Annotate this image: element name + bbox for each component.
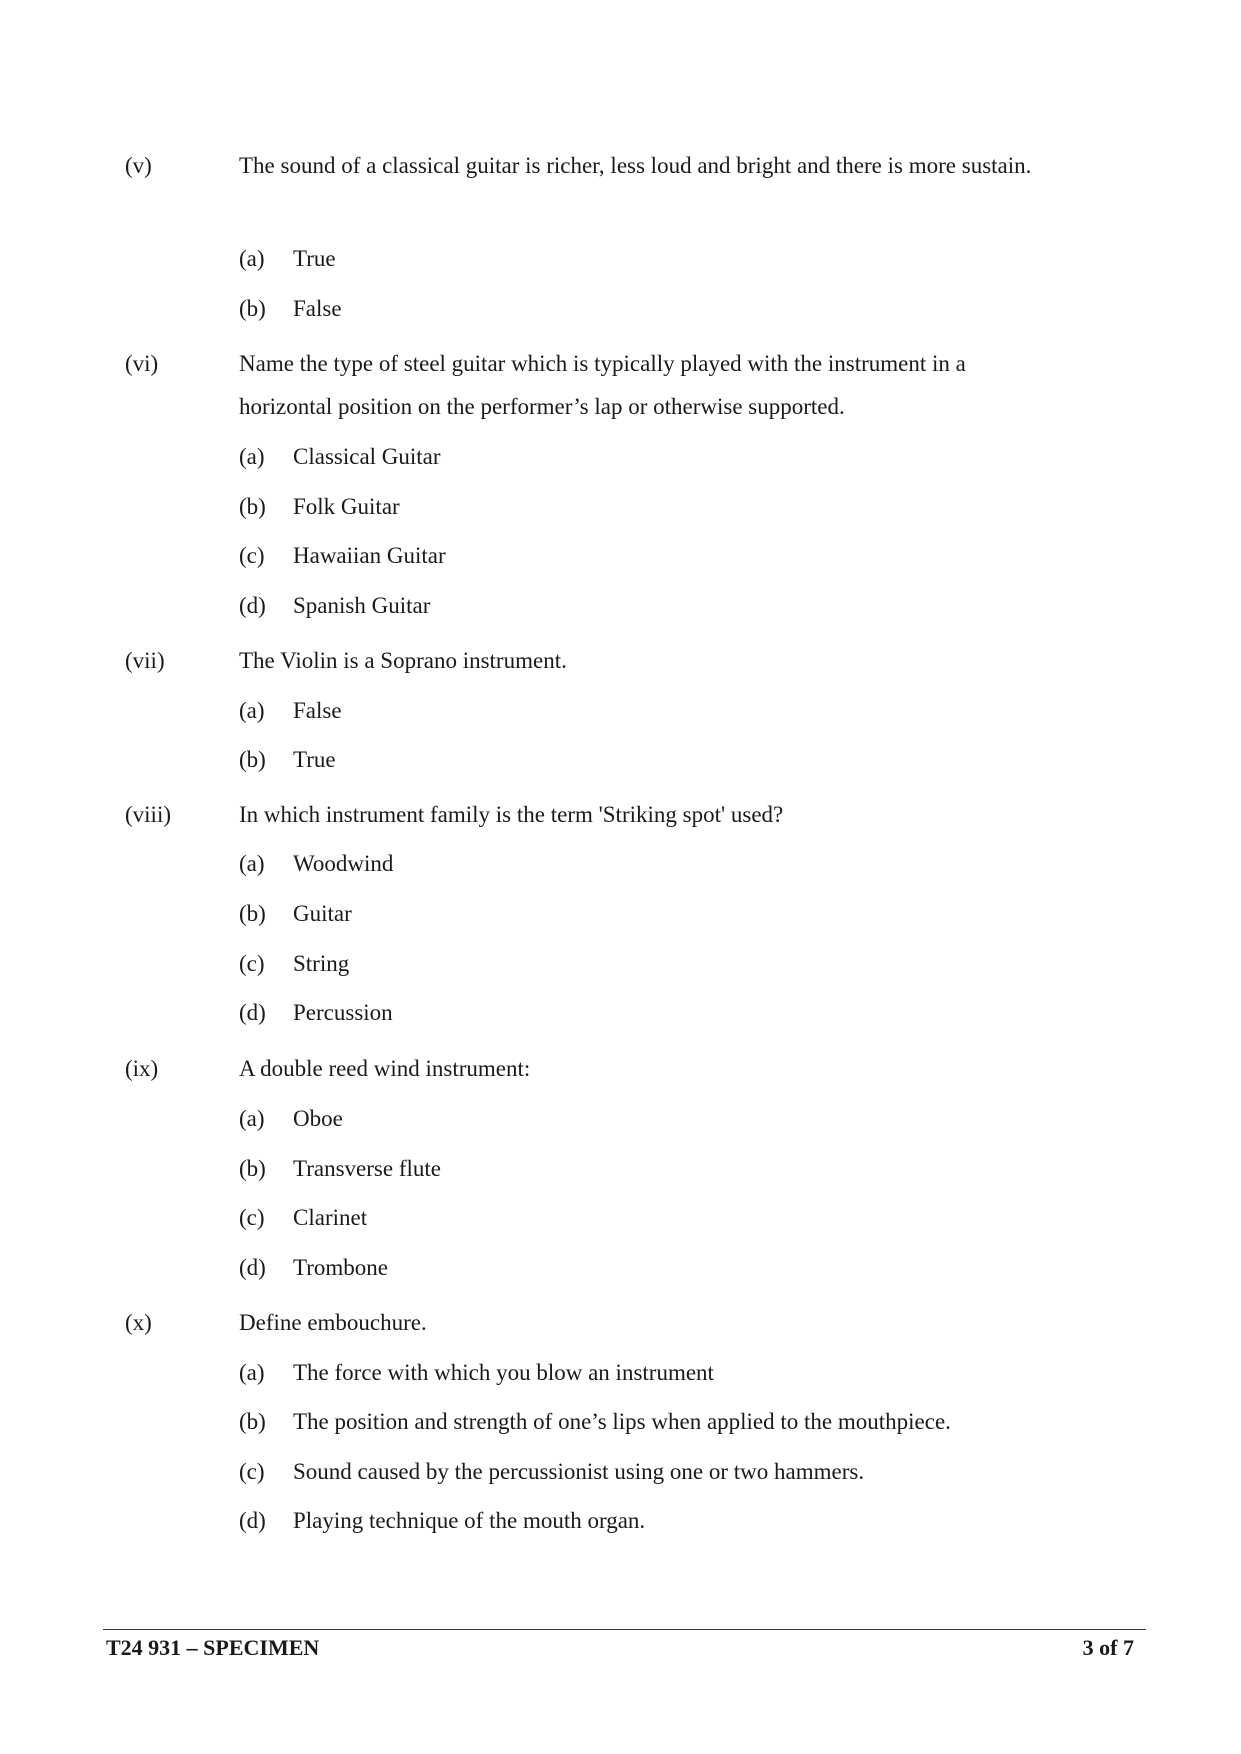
option-text: Clarinet — [293, 1205, 368, 1230]
option-text: Guitar — [293, 901, 352, 926]
option-label: (d) — [239, 1255, 266, 1280]
option-label: (d) — [239, 1508, 266, 1533]
question-number: (vi) — [125, 351, 159, 376]
option — [239, 1457, 864, 1487]
option — [239, 1154, 441, 1184]
option-text: Classical Guitar — [293, 444, 441, 469]
option-label: (a) — [239, 246, 265, 271]
question-text: In which instrument family is the term 'Striking spot' used? — [239, 802, 784, 827]
question-number: (ix) — [125, 1056, 159, 1081]
option-text: The force with which you blow an instrument — [293, 1360, 714, 1385]
question-text: The Violin is a Soprano instrument. — [239, 648, 567, 673]
option-label: (a) — [239, 851, 265, 876]
question-number: (viii) — [125, 802, 171, 827]
option-text: Folk Guitar — [293, 494, 400, 519]
option-text: False — [293, 296, 342, 321]
option-text: Oboe — [293, 1106, 343, 1131]
option-text: Spanish Guitar — [293, 593, 431, 618]
option-text: Woodwind — [293, 851, 394, 876]
option — [239, 244, 336, 274]
option-label: (a) — [239, 444, 265, 469]
option-label: (c) — [239, 1459, 265, 1484]
option — [239, 949, 349, 979]
option — [239, 1104, 343, 1134]
option — [239, 1203, 367, 1233]
option — [239, 899, 352, 929]
option-text: Hawaiian Guitar — [293, 543, 446, 568]
option — [239, 294, 342, 324]
option — [239, 1358, 714, 1388]
option-label: (b) — [239, 1409, 266, 1434]
option-label: (a) — [239, 1360, 265, 1385]
option-label: (d) — [239, 1000, 266, 1025]
option-text: The position and strength of one’s lips when applied to the mouthpiece. — [293, 1409, 951, 1434]
question-number: (x) — [125, 1310, 152, 1335]
question-number: (vii) — [125, 648, 165, 673]
option — [239, 492, 400, 522]
option-label: (d) — [239, 593, 266, 618]
option — [239, 998, 393, 1028]
option — [239, 849, 393, 879]
option-label: (b) — [239, 494, 266, 519]
option-text: Transverse flute — [293, 1156, 441, 1181]
option — [239, 1506, 645, 1536]
option-text: Percussion — [293, 1000, 393, 1025]
option — [239, 745, 336, 775]
question-text: Name the type of steel guitar which is typically played with the instrument in a horizontal position on the performer’s lap or otherwise supported. — [239, 351, 966, 419]
option — [239, 1253, 388, 1283]
question-text: Define embouchure. — [239, 1310, 427, 1335]
paper-code: T24 931 – SPECIMEN — [106, 1635, 320, 1660]
question-text: The sound of a classical guitar is richer, less loud and bright and there is more sustain. — [239, 153, 1032, 178]
footer-divider — [103, 1629, 1146, 1630]
question-number: (v) — [125, 153, 152, 178]
option-label: (a) — [239, 698, 265, 723]
option — [239, 541, 446, 571]
option-label: (b) — [239, 1156, 266, 1181]
option — [239, 696, 342, 726]
option-label: (b) — [239, 296, 266, 321]
option-text: True — [293, 747, 336, 772]
option — [239, 591, 430, 621]
option — [239, 1407, 951, 1437]
option-text: String — [293, 951, 350, 976]
option-text: True — [293, 246, 336, 271]
option-text: False — [293, 698, 342, 723]
option-text: Playing technique of the mouth organ. — [293, 1508, 646, 1533]
option-label: (b) — [239, 901, 266, 926]
option-label: (c) — [239, 543, 265, 568]
option-label: (c) — [239, 1205, 265, 1230]
option — [239, 442, 441, 472]
option-label: (b) — [239, 747, 266, 772]
option-text: Sound caused by the percussionist using one or two hammers. — [293, 1459, 865, 1484]
option-label: (a) — [239, 1106, 265, 1131]
option-text: Trombone — [293, 1255, 388, 1280]
question-text: A double reed wind instrument: — [239, 1056, 531, 1081]
page-number: 3 of 7 — [1082, 1635, 1134, 1660]
option-label: (c) — [239, 951, 265, 976]
